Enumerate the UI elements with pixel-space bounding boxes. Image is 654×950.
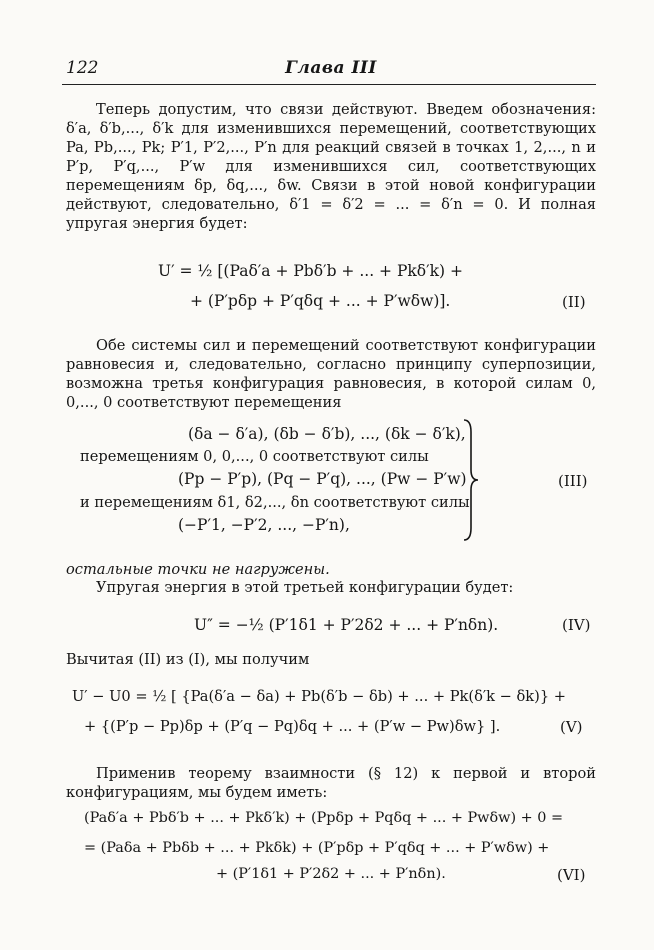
equation-II-tag: (II): [562, 293, 586, 311]
equation-III-text-2: и перемещениям δ1, δ2,..., δn соответствуют силы: [80, 494, 470, 511]
right-brace: [462, 418, 480, 542]
equation-IV-tag: (IV): [562, 616, 591, 634]
equation-III-tag: (III): [558, 472, 588, 490]
equation-III-line-3: (−P′1, −P′2, ..., −P′n),: [178, 516, 350, 534]
paragraph-unloaded-note: остальные точки не нагружены.: [66, 561, 330, 578]
paragraph-subtract: Вычитая (II) из (I), мы получим: [66, 651, 310, 668]
running-header: [66, 58, 596, 82]
chapter-title: Глава III: [285, 58, 377, 78]
paragraph-notation: Теперь допустим, что связи действуют. Введем обозначения: δ′a, δ′b,..., δ′k для изменившихся перемещений, соответствующих Pa, Pb,..., Pk; P′1, P′2,..., P′n для реакций связей в точках 1, 2,..., n и P′p, P′q,..., P′w для изменившихся сил, соответствующих перемещениям δp, δq,..., δw. Связи в этой новой конфигурации действуют, следовательно, δ′1 = δ′2 = ... = δ′n = 0. И полная упругая энергия будет:: [66, 101, 596, 232]
equation-VI-line-1: (Paδ′a + Pbδ′b + ... + Pkδ′k) + (Ppδp + Pqδq + ... + Pwδw) + 0 =: [84, 810, 564, 826]
page-number: 122: [66, 58, 99, 78]
equation-III-line-1: (δa − δ′a), (δb − δ′b), ..., (δk − δ′k),: [188, 425, 466, 443]
equation-II-line-2: + (P′pδp + P′qδq + ... + P′wδw)].: [190, 292, 451, 310]
equation-VI-tag: (VI): [557, 866, 586, 884]
equation-V-line-1: U′ − U0 = ½ [ {Pa(δ′a − δa) + Pb(δ′b − δb) + ... + Pk(δ′k − δk)} +: [72, 688, 566, 705]
equation-II-line-1: U′ = ½ [(Paδ′a + Pbδ′b + ... + Pkδ′k) +: [158, 262, 463, 280]
equation-V-line-2: + {(P′p − Pp)δp + (P′q − Pq)δq + ... + (P′w − Pw)δw} ].: [84, 718, 501, 735]
equation-V-tag: (V): [560, 718, 583, 736]
equation-IV: U″ = −½ (P′1δ1 + P′2δ2 + ... + P′nδn).: [194, 616, 499, 634]
equation-III-text-1: перемещениям 0, 0,..., 0 соответствуют силы: [80, 448, 429, 465]
header-rule: [62, 84, 596, 85]
equation-III-line-2: (Pp − P′p), (Pq − P′q), ..., (Pw − P′w): [178, 470, 467, 488]
equation-VI-line-2: = (Paδa + Pbδb + ... + Pkδk) + (P′pδp + P′qδq + ... + P′wδw) +: [84, 840, 550, 856]
paragraph-third-energy: Упругая энергия в этой третьей конфигурации будет:: [96, 579, 514, 596]
paragraph-superposition: Обе системы сил и перемещений соответствуют конфигурации равновесия и, следовательно, согласно принципу суперпозиции, возможна третья конфигурация равновесия, в которой силам 0, 0,..., 0 соответствуют перемещения: [66, 337, 596, 411]
equation-VI-line-3: + (P′1δ1 + P′2δ2 + ... + P′nδn).: [216, 866, 446, 882]
paragraph-reciprocity: Применив теорему взаимности (§ 12) к первой и второй конфигурациям, мы будем иметь:: [66, 765, 596, 801]
